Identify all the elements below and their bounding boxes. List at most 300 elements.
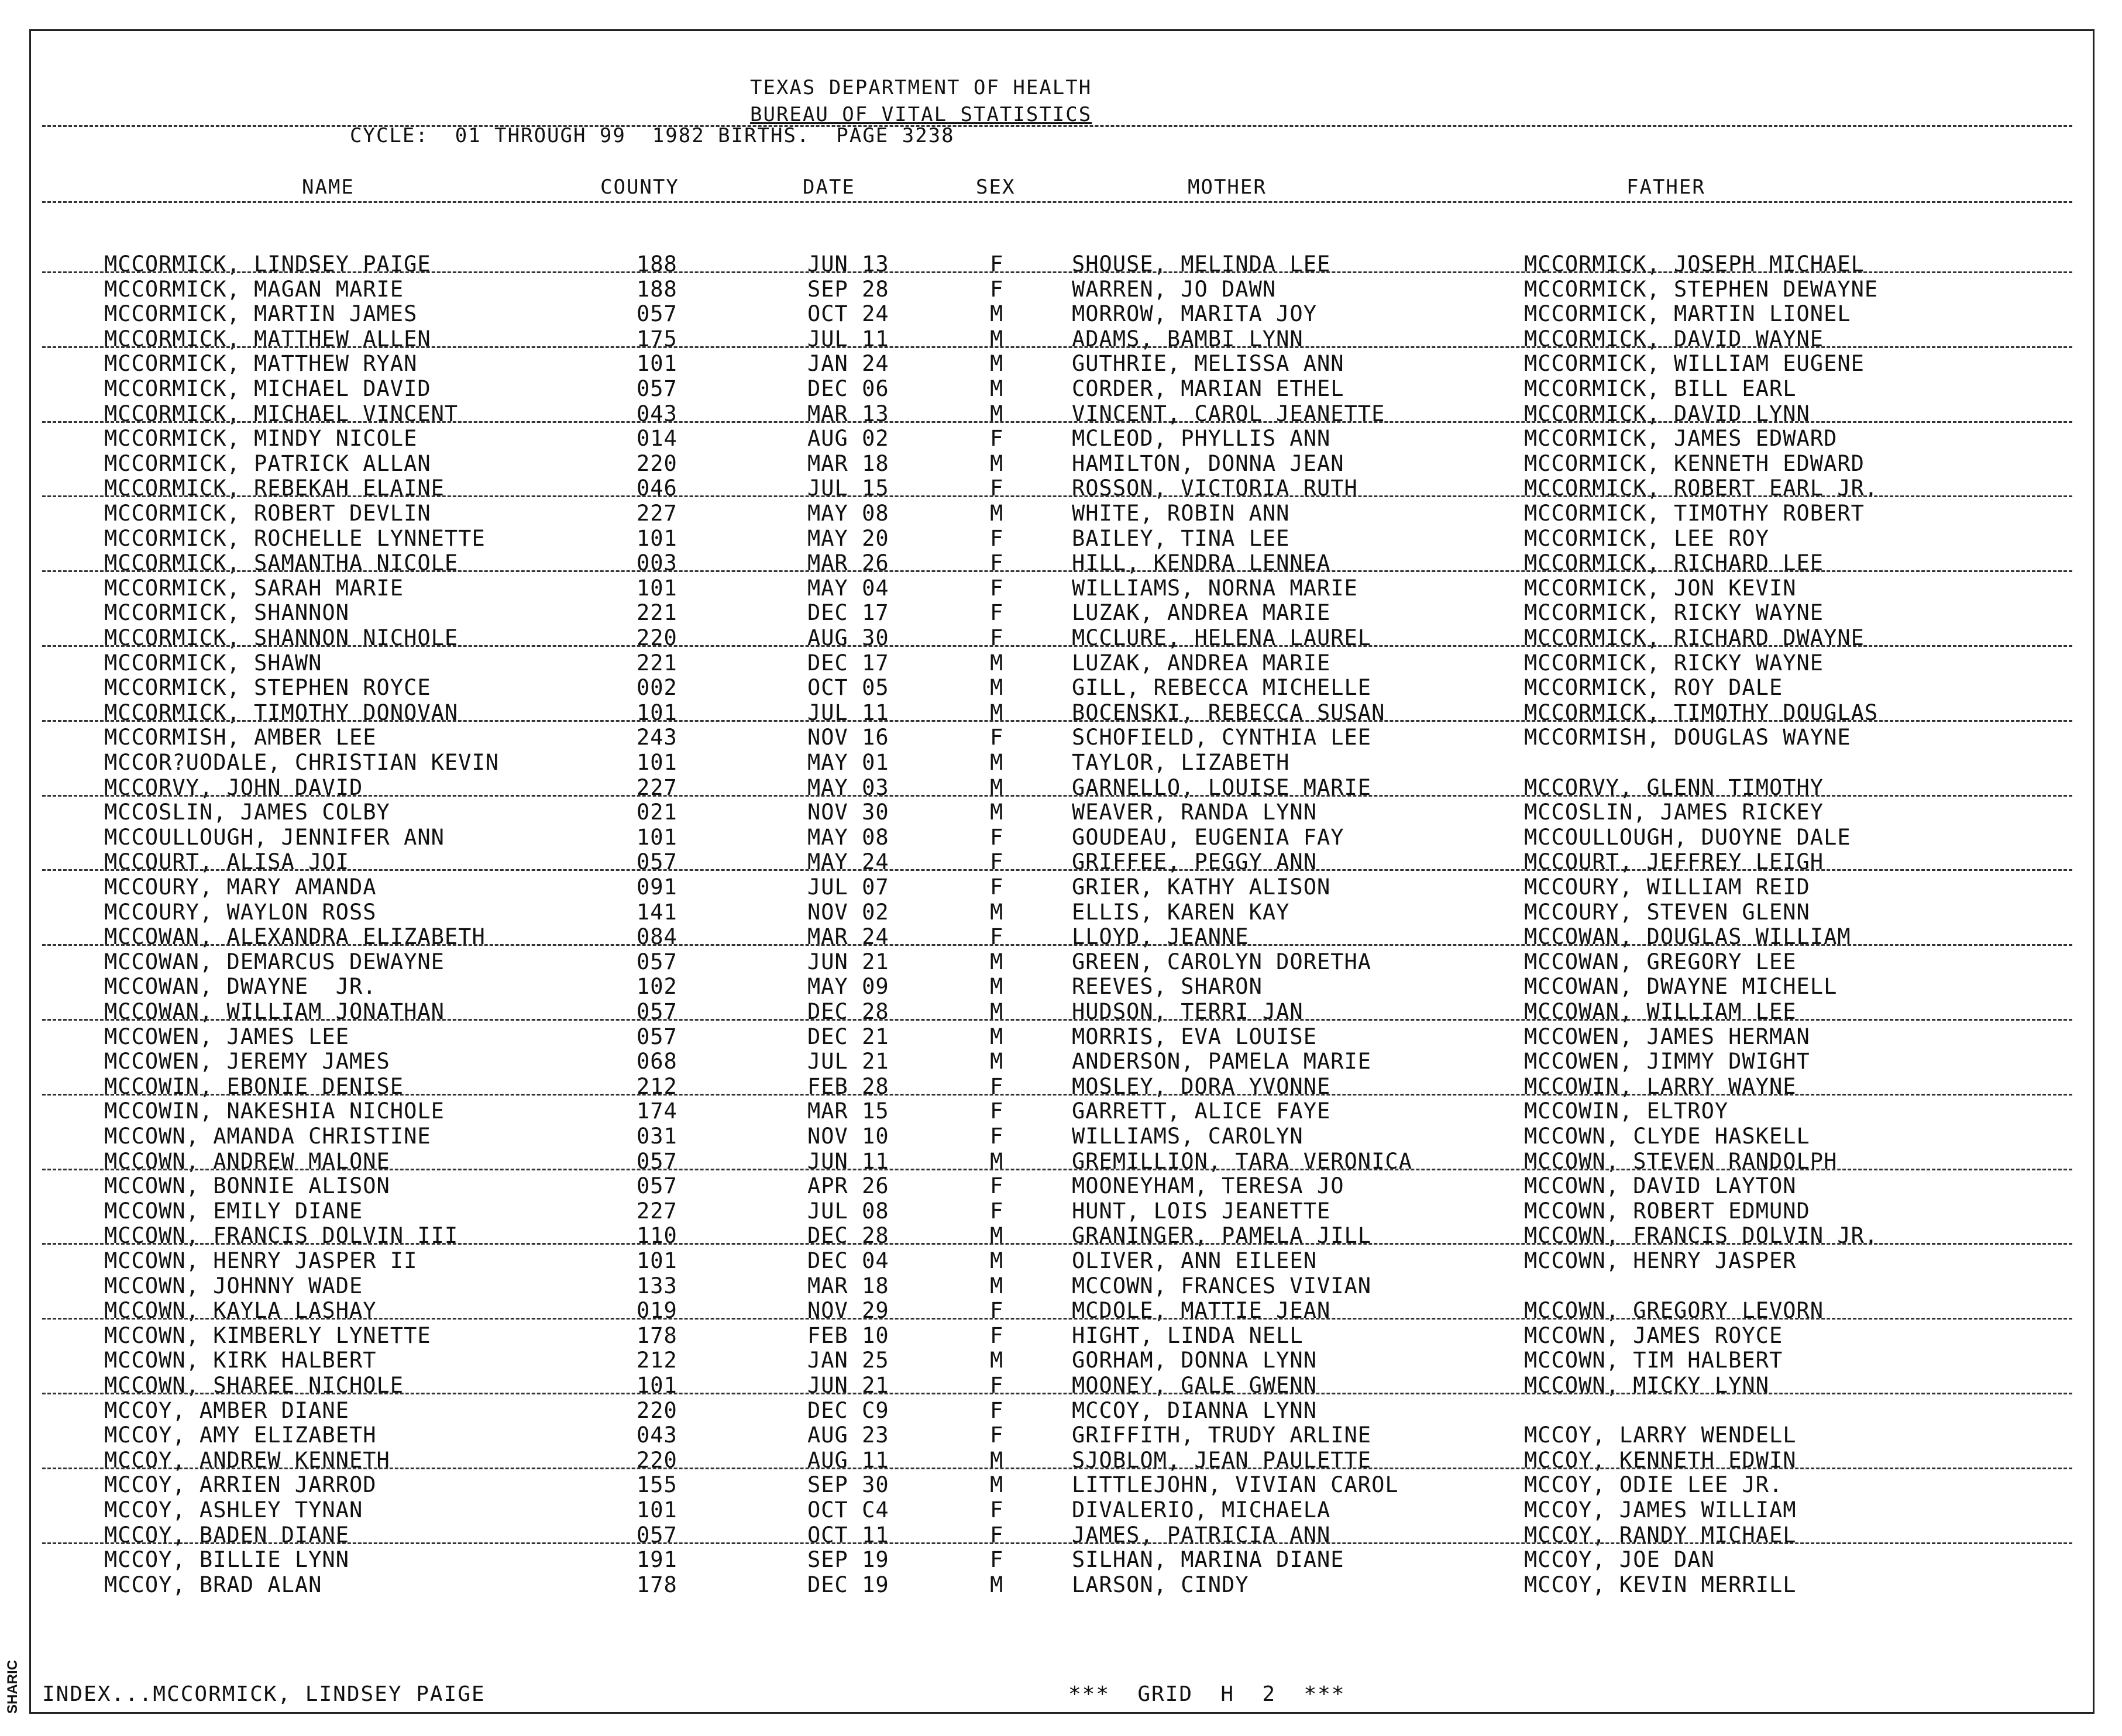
- record-name: MCCOURY, WAYLON ROSS: [104, 899, 377, 925]
- record-county: 101: [637, 1373, 677, 1398]
- record-date: OCT C4: [807, 1497, 889, 1523]
- record-date: OCT 11: [807, 1522, 889, 1548]
- record-mother: SJOBLOM, JEAN PAULETTE: [1072, 1447, 1372, 1473]
- record-row: [0, 1124, 2122, 1148]
- record-mother: ELLIS, KAREN KAY: [1072, 899, 1290, 925]
- row-separator: [42, 1542, 2072, 1544]
- record-county: 188: [637, 252, 677, 277]
- record-name: MCCOY, ARRIEN JARROD: [104, 1472, 377, 1498]
- record-father: MCCOWAN, DOUGLAS WILLIAM: [1524, 924, 1851, 950]
- record-row: [0, 650, 2122, 675]
- record-county: 046: [637, 476, 677, 501]
- header-rule-bottom: [42, 201, 2072, 203]
- row-separator: [42, 944, 2072, 946]
- record-row: [0, 1323, 2122, 1348]
- record-county: 101: [637, 525, 677, 551]
- record-mother: WILLIAMS, CAROLYN: [1072, 1124, 1304, 1149]
- record-date: JAN 24: [807, 351, 889, 377]
- record-date: OCT 05: [807, 675, 889, 701]
- record-sex: M: [990, 774, 1004, 800]
- record-row: [0, 949, 2122, 974]
- record-row: [0, 900, 2122, 924]
- record-mother: SILHAN, MARINA DIANE: [1072, 1547, 1344, 1573]
- record-county: 014: [637, 426, 677, 452]
- record-county: 174: [637, 1098, 677, 1124]
- record-county: 178: [637, 1322, 677, 1348]
- record-county: 101: [637, 1248, 677, 1273]
- record-sex: M: [990, 999, 1004, 1024]
- record-date: MAY 01: [807, 750, 889, 775]
- record-sex: M: [990, 800, 1004, 825]
- record-county: 220: [637, 1397, 677, 1423]
- record-father: MCCORMICK, DAVID WAYNE: [1524, 326, 1824, 352]
- record-sex: M: [990, 700, 1004, 725]
- record-county: 191: [637, 1547, 677, 1573]
- record-sex: F: [990, 849, 1004, 875]
- record-date: DEC 19: [807, 1572, 889, 1597]
- record-sex: F: [990, 1298, 1004, 1324]
- record-mother: MOSLEY, DORA YVONNE: [1072, 1073, 1331, 1099]
- record-county: 091: [637, 874, 677, 900]
- record-date: MAR 13: [807, 401, 889, 426]
- record-father: MCCOWN, ROBERT EDMUND: [1524, 1198, 1810, 1224]
- record-date: MAY 24: [807, 849, 889, 875]
- record-row: [0, 725, 2122, 749]
- record-father: MCCOWN, GREGORY LEVORN: [1524, 1298, 1824, 1324]
- record-sex: F: [990, 1522, 1004, 1548]
- record-sex: F: [990, 824, 1004, 850]
- record-father: MCCOSLIN, JAMES RICKEY: [1524, 800, 1824, 825]
- record-county: 220: [637, 625, 677, 650]
- record-date: SEP 30: [807, 1472, 889, 1498]
- record-row: [0, 1273, 2122, 1298]
- record-date: MAR 15: [807, 1098, 889, 1124]
- record-name: MCCOWN, SHAREE NICHOLE: [104, 1373, 404, 1398]
- record-father: MCCOY, RANDY MICHAEL: [1524, 1522, 1797, 1548]
- record-sex: M: [990, 949, 1004, 974]
- record-date: JUN 11: [807, 1148, 889, 1174]
- record-mother: HILL, KENDRA LENNEA: [1072, 550, 1331, 576]
- record-name: MCCOR?UODALE, CHRISTIAN KEVIN: [104, 750, 500, 775]
- record-father: MCCOY, KENNETH EDWIN: [1524, 1447, 1797, 1473]
- record-date: DEC 28: [807, 1223, 889, 1249]
- record-name: MCCOURT, ALISA JOI: [104, 849, 349, 875]
- record-name: MCCORMICK, SHAWN: [104, 650, 322, 676]
- record-name: MCCORMISH, AMBER LEE: [104, 725, 377, 750]
- record-county: 019: [637, 1298, 677, 1324]
- record-sex: F: [990, 924, 1004, 950]
- header-rule-top: [42, 125, 2072, 127]
- row-separator: [42, 720, 2072, 722]
- row-separator: [42, 1243, 2072, 1245]
- row-separator: [42, 1318, 2072, 1320]
- record-date: MAR 26: [807, 550, 889, 576]
- record-date: JUL 07: [807, 874, 889, 900]
- record-father: MCCORMICK, MARTIN LIONEL: [1524, 301, 1851, 327]
- record-father: MCCOURY, STEVEN GLENN: [1524, 899, 1810, 925]
- record-father: MCCOWEN, JIMMY DWIGHT: [1524, 1049, 1810, 1074]
- record-row: [0, 974, 2122, 998]
- record-date: JUN 21: [807, 949, 889, 974]
- record-county: 057: [637, 376, 677, 401]
- record-name: MCCOWEN, JEREMY JAMES: [104, 1049, 390, 1074]
- record-name: MCCOY, BILLIE LYNN: [104, 1547, 349, 1573]
- row-separator: [42, 1468, 2072, 1469]
- record-name: MCCOY, AMBER DIANE: [104, 1397, 349, 1423]
- record-mother: GREEN, CAROLYN DORETHA: [1072, 949, 1372, 974]
- record-sex: M: [990, 450, 1004, 476]
- record-row: [0, 426, 2122, 450]
- record-mother: GARNELLO, LOUISE MARIE: [1072, 774, 1372, 800]
- record-sex: M: [990, 650, 1004, 676]
- record-sex: M: [990, 1024, 1004, 1049]
- record-sex: M: [990, 1273, 1004, 1298]
- record-row: [0, 874, 2122, 899]
- record-row: [0, 1472, 2122, 1497]
- record-mother: SCHOFIELD, CYNTHIA LEE: [1072, 725, 1372, 750]
- record-sex: F: [990, 874, 1004, 900]
- cycle-line: CYCLE: 01 THROUGH 99 1982 BIRTHS. PAGE 3238: [350, 124, 955, 147]
- record-county: 101: [637, 575, 677, 601]
- record-date: MAY 03: [807, 774, 889, 800]
- record-date: NOV 29: [807, 1298, 889, 1324]
- record-sex: M: [990, 675, 1004, 701]
- record-name: MCCOWN, HENRY JASPER II: [104, 1248, 418, 1273]
- record-county: 243: [637, 725, 677, 750]
- record-mother: LUZAK, ANDREA MARIE: [1072, 600, 1331, 626]
- record-name: MCCORMICK, ROBERT DEVLIN: [104, 501, 431, 526]
- record-date: JUL 15: [807, 476, 889, 501]
- record-mother: WARREN, JO DAWN: [1072, 276, 1277, 302]
- record-name: MCCOWN, EMILY DIANE: [104, 1198, 363, 1224]
- record-date: FEB 10: [807, 1322, 889, 1348]
- record-row: [0, 800, 2122, 824]
- agency-title: TEXAS DEPARTMENT OF HEALTH: [750, 76, 1092, 99]
- record-sex: F: [990, 1098, 1004, 1124]
- row-separator: [42, 1169, 2072, 1170]
- record-mother: TAYLOR, LIZABETH: [1072, 750, 1290, 775]
- row-separator: [42, 795, 2072, 797]
- record-county: 227: [637, 1198, 677, 1224]
- record-date: DEC 06: [807, 376, 889, 401]
- record-date: DEC 04: [807, 1248, 889, 1273]
- record-county: 057: [637, 999, 677, 1024]
- record-row: [0, 750, 2122, 774]
- record-county: 102: [637, 974, 677, 1000]
- record-sex: F: [990, 725, 1004, 750]
- record-name: MCCOWN, AMANDA CHRISTINE: [104, 1124, 431, 1149]
- record-date: DEC 21: [807, 1024, 889, 1049]
- record-name: MCCOWIN, NAKESHIA NICHOLE: [104, 1098, 445, 1124]
- record-date: AUG 30: [807, 625, 889, 650]
- record-date: DEC 28: [807, 999, 889, 1024]
- record-father: MCCOWN, DAVID LAYTON: [1524, 1173, 1797, 1199]
- record-name: MCCOWAN, DWAYNE JR.: [104, 974, 377, 1000]
- record-county: 068: [637, 1049, 677, 1074]
- record-mother: JAMES, PATRICIA ANN: [1072, 1522, 1331, 1548]
- record-date: SEP 28: [807, 276, 889, 302]
- record-sex: M: [990, 1572, 1004, 1597]
- record-county: 133: [637, 1273, 677, 1298]
- record-date: JAN 25: [807, 1348, 889, 1373]
- record-mother: HUDSON, TERRI JAN: [1072, 999, 1304, 1024]
- record-sex: M: [990, 1472, 1004, 1498]
- record-county: 141: [637, 899, 677, 925]
- record-date: MAY 04: [807, 575, 889, 601]
- record-mother: BOCENSKI, REBECCA SUSAN: [1072, 700, 1385, 725]
- record-date: DEC C9: [807, 1397, 889, 1423]
- footer-grid: *** GRID H 2 ***: [1068, 1682, 1346, 1706]
- record-sex: M: [990, 750, 1004, 775]
- record-row: [0, 376, 2122, 401]
- record-row: [0, 1572, 2122, 1597]
- record-county: 188: [637, 276, 677, 302]
- record-father: MCCORMICK, JAMES EDWARD: [1524, 426, 1838, 452]
- record-mother: GILL, REBECCA MICHELLE: [1072, 675, 1372, 701]
- record-sex: F: [990, 550, 1004, 576]
- record-county: 057: [637, 949, 677, 974]
- record-county: 101: [637, 750, 677, 775]
- record-row: [0, 600, 2122, 625]
- record-sex: F: [990, 600, 1004, 626]
- record-father: MCCORMICK, ROBERT EARL JR.: [1524, 476, 1879, 501]
- row-separator: [42, 271, 2072, 273]
- bureau-title: BUREAU OF VITAL STATISTICS: [750, 103, 1092, 126]
- record-father: MCCORMICK, BILL EARL: [1524, 376, 1797, 401]
- record-date: SEP 19: [807, 1547, 889, 1573]
- record-sex: F: [990, 1373, 1004, 1398]
- record-name: MCCOWN, JOHNNY WADE: [104, 1273, 363, 1298]
- record-date: DEC 17: [807, 600, 889, 626]
- col-header-date: DATE: [803, 175, 855, 199]
- record-father: MCCORVY, GLENN TIMOTHY: [1524, 774, 1824, 800]
- record-father: MCCOWN, TIM HALBERT: [1524, 1348, 1783, 1373]
- record-sex: F: [990, 1497, 1004, 1523]
- record-date: MAY 20: [807, 525, 889, 551]
- record-mother: BAILEY, TINA LEE: [1072, 525, 1290, 551]
- row-separator: [42, 1094, 2072, 1096]
- record-row: [0, 1497, 2122, 1522]
- record-mother: GUTHRIE, MELISSA ANN: [1072, 351, 1344, 377]
- record-father: MCCORMICK, RICKY WAYNE: [1524, 650, 1824, 676]
- record-father: MCCOWN, JAMES ROYCE: [1524, 1322, 1783, 1348]
- record-county: 221: [637, 600, 677, 626]
- record-date: NOV 10: [807, 1124, 889, 1149]
- record-date: JUL 21: [807, 1049, 889, 1074]
- record-mother: GREMILLION, TARA VERONICA: [1072, 1148, 1412, 1174]
- record-father: MCCORMICK, TIMOTHY ROBERT: [1524, 501, 1865, 526]
- record-mother: GORHAM, DONNA LYNN: [1072, 1348, 1317, 1373]
- record-row: [0, 1248, 2122, 1273]
- record-name: MCCOSLIN, JAMES COLBY: [104, 800, 390, 825]
- col-header-sex: SEX: [976, 175, 1016, 199]
- record-county: 021: [637, 800, 677, 825]
- record-sex: M: [990, 1148, 1004, 1174]
- row-separator: [42, 570, 2072, 572]
- record-county: 178: [637, 1572, 677, 1597]
- record-mother: MCDOLE, MATTIE JEAN: [1072, 1298, 1331, 1324]
- record-county: 220: [637, 450, 677, 476]
- record-sex: F: [990, 476, 1004, 501]
- record-sex: F: [990, 1397, 1004, 1423]
- record-sex: F: [990, 1173, 1004, 1199]
- record-name: MCCORMICK, SHANNON NICHOLE: [104, 625, 459, 650]
- record-mother: GARRETT, ALICE FAYE: [1072, 1098, 1331, 1124]
- record-row: [0, 351, 2122, 376]
- record-county: 043: [637, 401, 677, 426]
- record-county: 002: [637, 675, 677, 701]
- record-row: [0, 1547, 2122, 1572]
- record-mother: GRIFFEE, PEGGY ANN: [1072, 849, 1317, 875]
- record-mother: LITTLEJOHN, VIVIAN CAROL: [1072, 1472, 1399, 1498]
- record-mother: MOONEYHAM, TERESA JO: [1072, 1173, 1344, 1199]
- record-county: 057: [637, 1024, 677, 1049]
- record-mother: REEVES, SHARON: [1072, 974, 1263, 1000]
- record-name: MCCORMICK, STEPHEN ROYCE: [104, 675, 431, 701]
- record-mother: DIVALERIO, MICHAELA: [1072, 1497, 1331, 1523]
- record-county: 227: [637, 774, 677, 800]
- record-sex: M: [990, 301, 1004, 327]
- record-row: [0, 576, 2122, 600]
- record-mother: WHITE, ROBIN ANN: [1072, 501, 1290, 526]
- record-row: [0, 1398, 2122, 1422]
- record-county: 227: [637, 501, 677, 526]
- record-county: 057: [637, 1522, 677, 1548]
- record-father: MCCORMICK, JOSEPH MICHAEL: [1524, 252, 1865, 277]
- record-name: MCCORMICK, SHANNON: [104, 600, 349, 626]
- record-mother: HUNT, LOIS JEANETTE: [1072, 1198, 1331, 1224]
- record-mother: MORROW, MARITA JOY: [1072, 301, 1317, 327]
- record-father: MCCORMISH, DOUGLAS WAYNE: [1524, 725, 1851, 750]
- side-label-text: SHARIC: [5, 1659, 20, 1714]
- record-father: MCCOWN, FRANCIS DOLVIN JR.: [1524, 1223, 1879, 1249]
- record-father: MCCOY, ODIE LEE JR.: [1524, 1472, 1783, 1498]
- record-sex: F: [990, 1422, 1004, 1448]
- record-name: MCCOULLOUGH, JENNIFER ANN: [104, 824, 445, 850]
- record-county: 031: [637, 1124, 677, 1149]
- record-name: MCCOY, BRAD ALAN: [104, 1572, 322, 1597]
- record-row: [0, 301, 2122, 326]
- record-name: MCCOURY, MARY AMANDA: [104, 874, 377, 900]
- record-mother: MORRIS, EVA LOUISE: [1072, 1024, 1317, 1049]
- record-mother: SHOUSE, MELINDA LEE: [1072, 252, 1331, 277]
- record-sex: M: [990, 974, 1004, 1000]
- record-row: [0, 1049, 2122, 1073]
- record-father: MCCOULLOUGH, DUOYNE DALE: [1524, 824, 1851, 850]
- record-mother: LARSON, CINDY: [1072, 1572, 1249, 1597]
- record-father: MCCOWEN, JAMES HERMAN: [1524, 1024, 1810, 1049]
- record-name: MCCORMICK, ROCHELLE LYNNETTE: [104, 525, 486, 551]
- record-county: 110: [637, 1223, 677, 1249]
- row-separator: [42, 1019, 2072, 1021]
- record-name: MCCOWAN, WILLIAM JONATHAN: [104, 999, 445, 1024]
- record-county: 084: [637, 924, 677, 950]
- record-date: JUN 21: [807, 1373, 889, 1398]
- record-father: MCCOWIN, ELTROY: [1524, 1098, 1729, 1124]
- record-name: MCCORMICK, SARAH MARIE: [104, 575, 404, 601]
- record-father: MCCOWN, MICKY LYNN: [1524, 1373, 1769, 1398]
- row-separator: [42, 645, 2072, 647]
- record-date: MAR 18: [807, 450, 889, 476]
- row-separator: [42, 1393, 2072, 1394]
- record-name: MCCOWN, KIMBERLY LYNETTE: [104, 1322, 431, 1348]
- record-sex: M: [990, 1447, 1004, 1473]
- record-father: MCCORMICK, STEPHEN DEWAYNE: [1524, 276, 1879, 302]
- record-county: 220: [637, 1447, 677, 1473]
- record-county: 212: [637, 1348, 677, 1373]
- record-date: MAY 09: [807, 974, 889, 1000]
- record-date: MAR 18: [807, 1273, 889, 1298]
- record-mother: LUZAK, ANDREA MARIE: [1072, 650, 1331, 676]
- record-sex: M: [990, 376, 1004, 401]
- record-sex: M: [990, 501, 1004, 526]
- record-name: MCCORMICK, REBEKAH ELAINE: [104, 476, 445, 501]
- record-father: MCCOY, LARRY WENDELL: [1524, 1422, 1797, 1448]
- record-sex: F: [990, 276, 1004, 302]
- record-name: MCCOWN, BONNIE ALISON: [104, 1173, 390, 1199]
- record-name: MCCORMICK, MATTHEW ALLEN: [104, 326, 431, 352]
- record-date: AUG 11: [807, 1447, 889, 1473]
- record-row: [0, 1173, 2122, 1198]
- col-header-father: FATHER: [1626, 175, 1705, 199]
- record-sex: M: [990, 1049, 1004, 1074]
- record-county: 101: [637, 1497, 677, 1523]
- record-mother: LLOYD, JEANNE: [1072, 924, 1249, 950]
- record-name: MCCORMICK, PATRICK ALLAN: [104, 450, 431, 476]
- record-name: MCCOWAN, ALEXANDRA ELIZABETH: [104, 924, 486, 950]
- record-sex: F: [990, 1322, 1004, 1348]
- record-mother: MCCOY, DIANNA LYNN: [1072, 1397, 1317, 1423]
- record-mother: WILLIAMS, NORNA MARIE: [1072, 575, 1358, 601]
- record-name: MCCOWN, FRANCIS DOLVIN III: [104, 1223, 459, 1249]
- record-mother: MCCLURE, HELENA LAUREL: [1072, 625, 1372, 650]
- record-name: MCCOY, AMY ELIZABETH: [104, 1422, 377, 1448]
- record-name: MCCOWIN, EBONIE DENISE: [104, 1073, 404, 1099]
- record-row: [0, 451, 2122, 476]
- record-sex: F: [990, 426, 1004, 452]
- record-father: MCCOWAN, GREGORY LEE: [1524, 949, 1797, 974]
- record-date: DEC 17: [807, 650, 889, 676]
- record-name: MCCOY, ASHLEY TYNAN: [104, 1497, 363, 1523]
- record-father: MCCOWIN, LARRY WAYNE: [1524, 1073, 1797, 1099]
- record-sex: F: [990, 525, 1004, 551]
- record-sex: M: [990, 1248, 1004, 1273]
- record-date: JUN 13: [807, 252, 889, 277]
- record-father: MCCOURT, JEFFREY LEIGH: [1524, 849, 1824, 875]
- record-sex: M: [990, 351, 1004, 377]
- record-name: MCCOWAN, DEMARCUS DEWAYNE: [104, 949, 445, 974]
- record-sex: F: [990, 1547, 1004, 1573]
- record-sex: M: [990, 1223, 1004, 1249]
- record-date: MAY 08: [807, 501, 889, 526]
- record-county: 057: [637, 849, 677, 875]
- record-mother: ADAMS, BAMBI LYNN: [1072, 326, 1304, 352]
- record-county: 057: [637, 1173, 677, 1199]
- record-sex: F: [990, 575, 1004, 601]
- record-sex: F: [990, 1073, 1004, 1099]
- record-row: [0, 1422, 2122, 1447]
- record-date: NOV 02: [807, 899, 889, 925]
- record-name: MCCOWEN, JAMES LEE: [104, 1024, 349, 1049]
- record-sex: F: [990, 1124, 1004, 1149]
- record-sex: F: [990, 625, 1004, 650]
- record-mother: MOONEY, GALE GWENN: [1072, 1373, 1317, 1398]
- record-name: MCCOY, BADEN DIANE: [104, 1522, 349, 1548]
- row-separator: [42, 495, 2072, 497]
- record-mother: VINCENT, CAROL JEANETTE: [1072, 401, 1385, 426]
- record-father: MCCORMICK, TIMOTHY DOUGLAS: [1524, 700, 1879, 725]
- col-header-name: NAME: [302, 175, 355, 199]
